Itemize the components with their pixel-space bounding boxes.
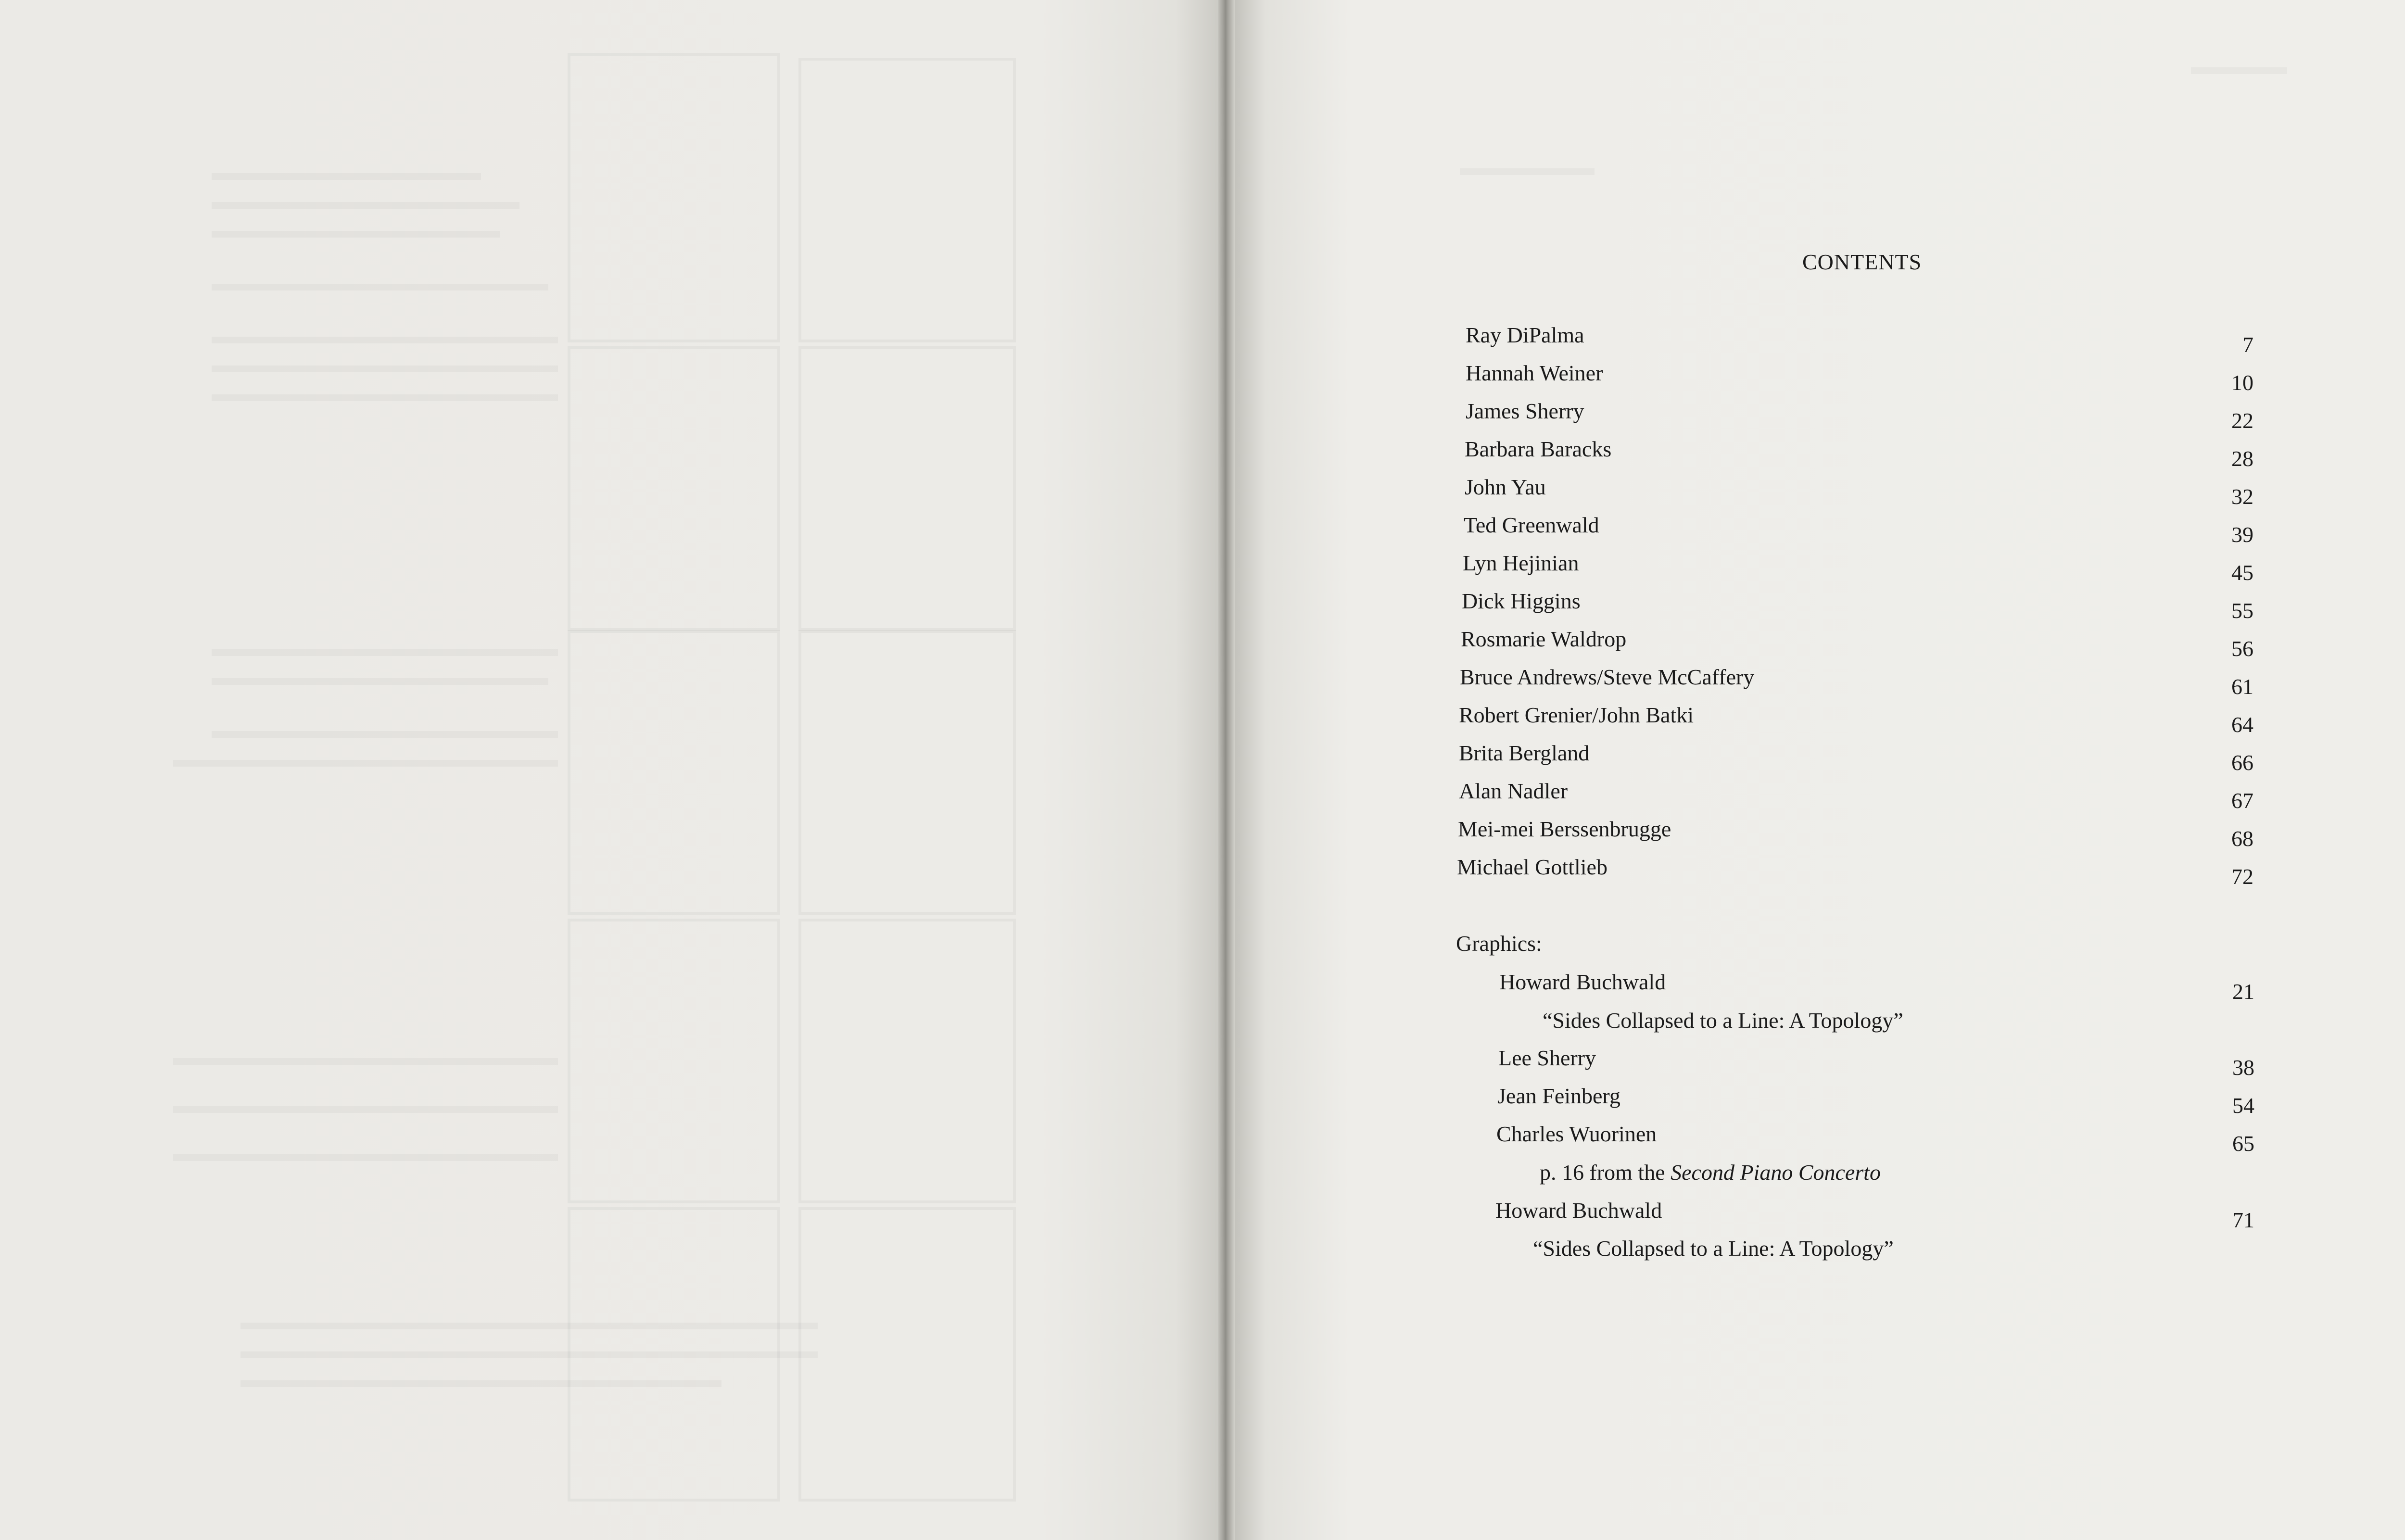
toc-entry-name: Barbara Baracks — [1465, 437, 1612, 461]
show-through-line — [240, 1351, 818, 1358]
show-through-line — [212, 366, 558, 372]
toc-entry-page: 32 — [2231, 484, 2253, 509]
toc-entry-page: 45 — [2231, 560, 2253, 585]
show-through-block — [798, 346, 1016, 631]
show-through-line — [173, 1058, 558, 1065]
graphics-label: Graphics: — [1456, 931, 1542, 956]
graphics-page: 38 — [2232, 1055, 2254, 1080]
show-through-line — [173, 1106, 558, 1113]
toc-entry-name: Mei-mei Berssenbrugge — [1458, 817, 1671, 841]
show-through-block — [798, 58, 1016, 342]
toc-entry-page: 22 — [2231, 408, 2253, 433]
show-through-line — [212, 394, 558, 401]
toc-entry-page: 28 — [2231, 446, 2253, 471]
caption-prefix: p. 16 from the — [1540, 1160, 1671, 1185]
graphics-caption: “Sides Collapsed to a Line: A Topology” — [1533, 1236, 1894, 1261]
show-through-block — [568, 346, 780, 631]
show-through-block — [568, 53, 780, 342]
toc-entry-page: 68 — [2231, 826, 2253, 851]
toc-entry-name: Ted Greenwald — [1464, 513, 1599, 537]
graphics-caption: “Sides Collapsed to a Line: A Topology” — [1543, 1008, 1903, 1033]
graphics-artist: Lee Sherry — [1498, 1046, 1596, 1070]
show-through-line — [212, 202, 519, 209]
toc-entry-name: Bruce Andrews/Steve McCaffery — [1460, 665, 1755, 689]
show-through-line — [240, 1380, 722, 1387]
show-through-line — [212, 731, 558, 738]
toc-entry-name: James Sherry — [1466, 399, 1584, 423]
graphics-page: 65 — [2232, 1131, 2254, 1156]
show-through-block — [568, 919, 780, 1203]
toc-entry-page: 72 — [2231, 864, 2253, 889]
toc-entry-name: Hannah Weiner — [1466, 361, 1603, 385]
toc-entry-name: John Yau — [1465, 475, 1546, 499]
show-through-line — [173, 760, 558, 767]
toc-entry-name: Dick Higgins — [1462, 589, 1581, 613]
toc-entry-name: Michael Gottlieb — [1457, 855, 1608, 879]
toc-entry-name: Alan Nadler — [1459, 779, 1568, 803]
graphics-page: 71 — [2232, 1208, 2254, 1232]
show-through-line — [212, 231, 500, 238]
toc-entry-page: 10 — [2231, 370, 2253, 395]
toc-entry-name: Ray DiPalma — [1466, 323, 1584, 347]
graphics-artist: Charles Wuorinen — [1496, 1122, 1657, 1146]
toc-entry-page: 61 — [2231, 674, 2253, 699]
show-through-line — [1460, 168, 1595, 175]
toc-entry-page: 55 — [2231, 598, 2253, 623]
contents-heading: CONTENTS — [1802, 250, 1922, 274]
toc-entry-page: 56 — [2231, 636, 2253, 661]
show-through-block — [798, 630, 1016, 915]
toc-entry-page: 39 — [2231, 522, 2253, 547]
show-through-line — [173, 1154, 558, 1161]
toc-entry-page: 66 — [2231, 750, 2253, 775]
show-through-line — [2191, 67, 2287, 74]
show-through-line — [212, 284, 548, 290]
toc-entry-name: Rosmarie Waldrop — [1461, 627, 1627, 651]
graphics-artist: Jean Feinberg — [1497, 1084, 1620, 1108]
show-through-block — [798, 1207, 1016, 1502]
toc-entry-name: Robert Grenier/John Batki — [1459, 703, 1694, 727]
toc-entry-page: 7 — [2242, 332, 2253, 357]
show-through-line — [212, 173, 481, 180]
caption-title: Second Piano Concerto — [1671, 1160, 1881, 1185]
graphics-page: 54 — [2232, 1093, 2254, 1118]
show-through-line — [212, 337, 558, 343]
show-through-line — [240, 1323, 818, 1329]
show-through-block — [798, 919, 1016, 1203]
show-through-line — [212, 649, 558, 656]
toc-entry-name: Lyn Hejinian — [1463, 551, 1579, 575]
show-through-line — [212, 678, 548, 685]
graphics-artist: Howard Buchwald — [1495, 1198, 1662, 1223]
toc-entry-page: 64 — [2231, 712, 2253, 737]
graphics-caption — [1540, 1160, 1881, 1185]
show-through-block — [568, 630, 780, 915]
graphics-page: 21 — [2232, 979, 2254, 1004]
book-gutter — [1218, 0, 1235, 1540]
toc-entry-page: 67 — [2231, 788, 2253, 813]
toc-entry-name: Brita Bergland — [1459, 741, 1590, 765]
graphics-artist: Howard Buchwald — [1499, 970, 1666, 994]
